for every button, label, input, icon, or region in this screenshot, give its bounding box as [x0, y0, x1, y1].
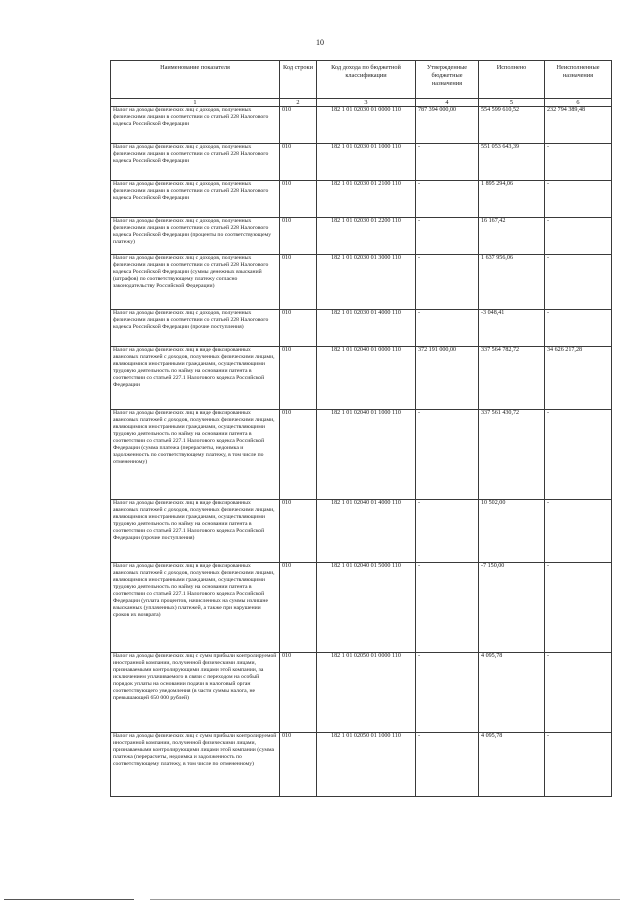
row-approved: -: [416, 218, 479, 255]
page-number: 10: [316, 38, 324, 47]
row-budget-code: 182 1 01 02040 01 1000 110: [317, 410, 416, 500]
row-name: Налог на доходы физических лиц с сумм прибыли контролируемой иностранной компании, полученной физическими лицами, признаваемыми контролирующими лицами этой компании, за исключением уплачиваемого в связи с переходом на особый порядок уплаты на основании подачи в налоговый орган соответствующего уведомления (в части суммы налога, не превышающей 650 000 рублей): [111, 653, 280, 733]
income-report-table: [110, 60, 612, 797]
row-executed: -3 048,41: [479, 310, 545, 347]
table-row: [111, 653, 612, 733]
row-executed: 4 095,78: [479, 653, 545, 733]
row-budget-code: 182 1 01 02030 01 2200 110: [317, 218, 416, 255]
row-unexecuted: -: [545, 410, 612, 500]
row-line-code: 010: [280, 144, 317, 181]
row-approved: 372 191 000,00: [416, 347, 479, 410]
column-number: 4: [416, 99, 479, 107]
row-unexecuted: -: [545, 500, 612, 563]
footer-rule-right: [150, 899, 620, 900]
row-approved: -: [416, 255, 479, 310]
table-row: [111, 181, 612, 218]
row-budget-code: 182 1 01 02050 01 1000 110: [317, 733, 416, 797]
column-number: 5: [479, 99, 545, 107]
row-budget-code: 182 1 01 02040 01 0000 110: [317, 347, 416, 410]
row-line-code: 010: [280, 255, 317, 310]
column-number: 3: [317, 99, 416, 107]
row-unexecuted: -: [545, 733, 612, 797]
row-name: Налог на доходы физических лиц в виде фиксированных авансовых платежей с доходов, полученных физическими лицами, являющимися иностранными гражданами, осуществляющими трудовую деятельность по найму на основании патента в соответствии со статьей 227.1 Налогового кодекса Российской Федерации (уплата процентов, начисленных на суммы излишне взысканных (уплаченных) платежей, а также при нарушении сроков их возврата): [111, 563, 280, 653]
row-executed: 337 561 430,72: [479, 410, 545, 500]
row-approved: -: [416, 310, 479, 347]
row-budget-code: 182 1 01 02030 01 2100 110: [317, 181, 416, 218]
table-row: [111, 310, 612, 347]
table-row: [111, 144, 612, 181]
table-row: [111, 218, 612, 255]
row-unexecuted: 232 794 389,48: [545, 107, 612, 144]
header-executed: Исполнено: [479, 61, 545, 99]
row-line-code: 010: [280, 181, 317, 218]
row-unexecuted: -: [545, 310, 612, 347]
row-name: Налог на доходы физических лиц в виде фиксированных авансовых платежей с доходов, полученных физическими лицами, являющимися иностранными гражданами, осуществляющими трудовую деятельность по найму на основании патента в соответствии со статьей 227.1 Налогового кодекса Российской Федерации (сумма платежа (перерасчеты, недоимка и задолженность по соответствующему платежу, в том числе по отмененному): [111, 410, 280, 500]
column-number: 1: [111, 99, 280, 107]
row-executed: 551 053 643,39: [479, 144, 545, 181]
row-name: Налог на доходы физических лиц с доходов, полученных физическими лицами в соответствии со статьей 228 Налогового кодекса Российской Федерации: [111, 107, 280, 144]
row-unexecuted: -: [545, 653, 612, 733]
row-executed: 4 095,78: [479, 733, 545, 797]
table-row: [111, 347, 612, 410]
row-name: Налог на доходы физических лиц с доходов, полученных физическими лицами в соответствии со статьей 228 Налогового кодекса Российской Федерации (проценты по соответствующему платежу): [111, 218, 280, 255]
row-unexecuted: -: [545, 563, 612, 653]
row-approved: -: [416, 144, 479, 181]
row-budget-code: 182 1 01 02030 01 0000 110: [317, 107, 416, 144]
table-row: [111, 107, 612, 144]
row-line-code: 010: [280, 733, 317, 797]
row-budget-code: 182 1 01 02030 01 1000 110: [317, 144, 416, 181]
row-budget-code: 182 1 01 02030 01 4000 110: [317, 310, 416, 347]
row-executed: -7 150,00: [479, 563, 545, 653]
row-approved: -: [416, 653, 479, 733]
table-row: [111, 500, 612, 563]
header-line-code: Код строки: [280, 61, 317, 99]
header-approved: Утвержденные бюджетные назначения: [416, 61, 479, 99]
row-name: Налог на доходы физических лиц с доходов, полученных физическими лицами в соответствии со статьей 228 Налогового кодекса Российской Федерации (суммы денежных взысканий (штрафов) по соответствующему платежу согласно законодательству Российской Федерации): [111, 255, 280, 310]
row-unexecuted: -: [545, 218, 612, 255]
row-budget-code: 182 1 01 02030 01 3000 110: [317, 255, 416, 310]
footer-rule: [4, 899, 134, 900]
row-name: Налог на доходы физических лиц в виде фиксированных авансовых платежей с доходов, полученных физическими лицами, являющимися иностранными гражданами, осуществляющими трудовую деятельность по найму на основании патента в соответствии со статьей 227.1 Налогового кодекса Российской Федерации (прочие поступления): [111, 500, 280, 563]
column-number-row: [111, 99, 612, 107]
row-name: Налог на доходы физических лиц с доходов, полученных физическими лицами в соответствии со статьей 228 Налогового кодекса Российской Федерации (прочие поступления): [111, 310, 280, 347]
row-executed: 1 637 956,06: [479, 255, 545, 310]
row-line-code: 010: [280, 500, 317, 563]
row-approved: -: [416, 500, 479, 563]
row-budget-code: 182 1 01 02040 01 5000 110: [317, 563, 416, 653]
row-approved: -: [416, 563, 479, 653]
row-name: Налог на доходы физических лиц в виде фиксированных авансовых платежей с доходов, полученных физическими лицами, являющимися иностранными гражданами, осуществляющими трудовую деятельность по найму на основании патента в соответствии со статьей 227.1 Налогового кодекса Российской Федерации: [111, 347, 280, 410]
row-unexecuted: -: [545, 144, 612, 181]
row-executed: 337 564 782,72: [479, 347, 545, 410]
table-header-row: [111, 61, 612, 99]
header-budget-code: Код дохода по бюджетной классификации: [317, 61, 416, 99]
row-line-code: 010: [280, 310, 317, 347]
row-line-code: 010: [280, 653, 317, 733]
row-budget-code: 182 1 01 02040 01 4000 110: [317, 500, 416, 563]
row-line-code: 010: [280, 410, 317, 500]
column-number: 2: [280, 99, 317, 107]
header-name: Наименование показателя: [111, 61, 280, 99]
table-row: [111, 733, 612, 797]
table-row: [111, 563, 612, 653]
row-executed: 16 167,42: [479, 218, 545, 255]
row-unexecuted: -: [545, 181, 612, 218]
row-line-code: 010: [280, 107, 317, 144]
row-approved: -: [416, 410, 479, 500]
row-line-code: 010: [280, 218, 317, 255]
row-line-code: 010: [280, 347, 317, 410]
row-executed: 1 895 294,06: [479, 181, 545, 218]
row-name: Налог на доходы физических лиц с доходов, полученных физическими лицами в соответствии со статьей 228 Налогового кодекса Российской Федерации: [111, 144, 280, 181]
row-executed: 554 599 610,52: [479, 107, 545, 144]
row-line-code: 010: [280, 563, 317, 653]
row-name: Налог на доходы физических лиц с сумм прибыли контролируемой иностранной компании, полученной физическими лицами, признаваемыми контролирующими лицами этой компании (сумма платежа (перерасчеты, недоимка и задолженность по соответствующему платежу, в том числе по отмененному): [111, 733, 280, 797]
row-name: Налог на доходы физических лиц с доходов, полученных физическими лицами в соответствии со статьей 228 Налогового кодекса Российской Федерации: [111, 181, 280, 218]
row-budget-code: 182 1 01 02050 01 0000 110: [317, 653, 416, 733]
row-executed: 10 502,00: [479, 500, 545, 563]
row-unexecuted: -: [545, 255, 612, 310]
column-number: 6: [545, 99, 612, 107]
row-approved: 787 394 000,00: [416, 107, 479, 144]
header-unexecuted: Неисполненные назначения: [545, 61, 612, 99]
row-approved: -: [416, 181, 479, 218]
table-row: [111, 410, 612, 500]
row-unexecuted: 34 626 217,28: [545, 347, 612, 410]
row-approved: -: [416, 733, 479, 797]
table-row: [111, 255, 612, 310]
